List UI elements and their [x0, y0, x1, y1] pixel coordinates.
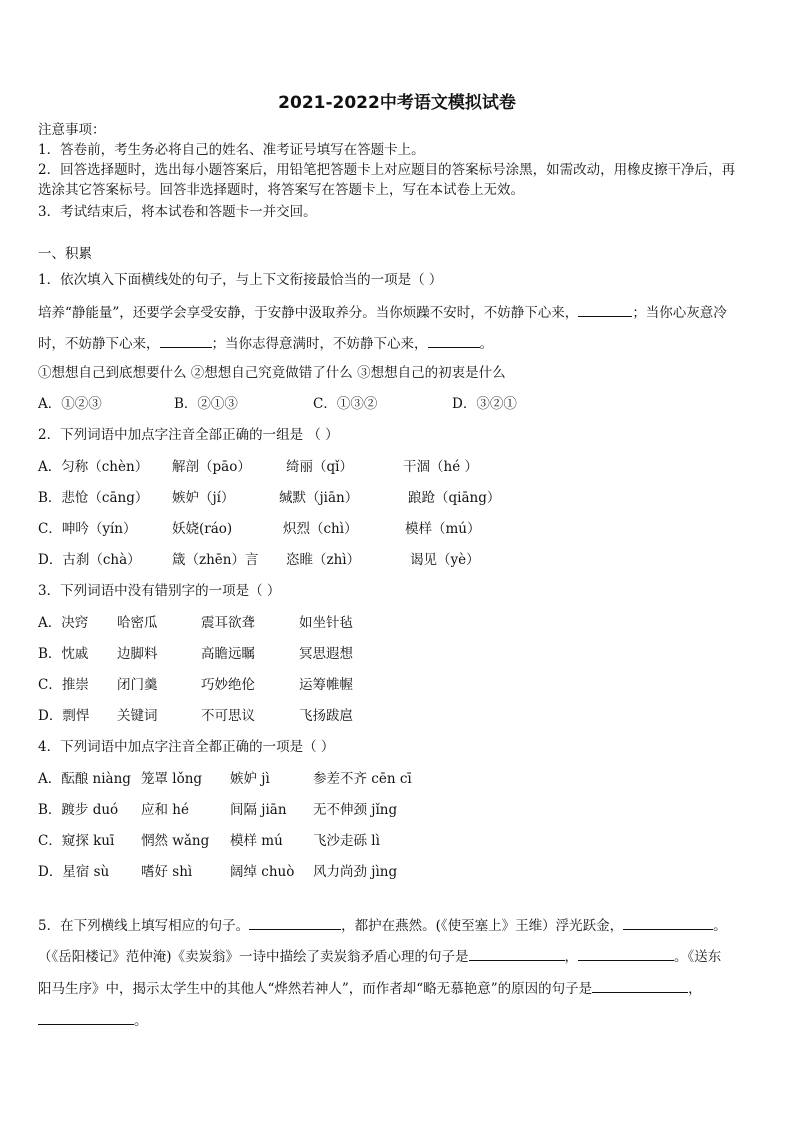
q3-word: 高瞻远瞩	[201, 646, 255, 662]
q3-option-b[interactable]: B．忱戚	[38, 646, 89, 662]
q5-text: ，	[564, 949, 579, 965]
notice-item: 选涂其它答案标号。回答非选择题时，将答案写在答题卡上，写在本试卷上无效。	[38, 182, 524, 198]
q4-word: 风力尚劲 jìng	[313, 864, 398, 880]
q4-word: 嗜好 shì	[141, 864, 193, 880]
q2-word: 绮丽（qǐ）	[286, 459, 353, 475]
q2-word: 解剖（pāo）	[172, 459, 251, 475]
q3-word: 震耳欲聋	[201, 615, 255, 631]
q1-stem: 1．依次填入下面横线处的句子，与上下文衔接最恰当的一项是（ ）	[38, 272, 443, 288]
q4-word: 嫉妒 jì	[230, 771, 270, 787]
notice-heading: 注意事项：	[38, 122, 106, 138]
q1-option-d[interactable]: D．③②①	[452, 396, 517, 412]
answer-blank[interactable]	[469, 946, 565, 961]
q3-word: 巧妙绝伦	[201, 677, 255, 693]
q3-word: 冥思遐想	[299, 646, 353, 662]
q3-word: 闭门羹	[117, 677, 158, 693]
answer-blank[interactable]	[160, 333, 212, 348]
q5-text: （《岳阳楼记》范仲淹)《卖炭翁》一诗中描绘了卖炭翁矛盾心理的句子是	[38, 949, 469, 965]
q1-passage-line	[38, 333, 493, 353]
q5-line	[38, 946, 721, 966]
q2-word: 踉跄（qiāng）	[408, 490, 501, 506]
answer-blank[interactable]	[249, 915, 341, 930]
q4-word: 阔绰 chuò	[230, 864, 295, 880]
q3-word: 关键词	[117, 708, 158, 724]
q2-option-d[interactable]: D．古刹（chà）	[38, 552, 141, 568]
q1-passage-line	[38, 302, 727, 322]
notice-item: 3．考试结束后，将本试卷和答题卡一并交回。	[38, 204, 317, 220]
q3-word: 哈密瓜	[117, 615, 158, 631]
section-heading: 一、积累	[38, 246, 92, 262]
q3-option-a[interactable]: A．决窍	[38, 615, 89, 631]
notice-item: 2．回答选择题时，选出每小题答案后，用铅笔把答题卡上对应题目的答案标号涂黑，如需改动，用橡皮擦干净后，再	[38, 162, 736, 178]
q3-word: 运筹帷幄	[299, 677, 353, 693]
q1-text: ；当你志得意满时，不妨静下心来，	[211, 336, 428, 352]
q4-word: 参差不齐 cēn cī	[313, 771, 412, 787]
q3-word: 如坐针毡	[299, 615, 353, 631]
q4-word: 笼罩 lǒng	[141, 771, 203, 787]
q5-text: 5．在下列横线上填写相应的句子。	[38, 918, 250, 934]
q5-text: 。	[713, 918, 727, 934]
q1-text: 培养“静能量”，还要学会享受安静，于安静中汲取养分。当你烦躁不安时，不妨静下心来，	[38, 305, 579, 321]
q5-text: 阳马生序》中，揭示太学生中的其他人“烨然若神人”，而作者却“略无慕艳意”的原因的句子是	[38, 981, 593, 997]
q4-word: 飞沙走砾 lì	[313, 833, 380, 849]
q2-word: 妖娆(ráo)	[172, 521, 233, 537]
q3-stem: 3．下列词语中没有错别字的一项是（ ）	[38, 583, 281, 599]
answer-blank[interactable]	[623, 915, 713, 930]
answer-blank[interactable]	[592, 978, 688, 993]
q2-stem: 2．下列词语中加点字注音全部正确的一组是 （ ）	[38, 427, 339, 443]
q5-text: ，	[688, 981, 702, 997]
q5-line	[38, 1010, 148, 1030]
q4-word: 模样 mú	[230, 833, 283, 849]
q2-word: 炽烈（chì）	[283, 521, 358, 537]
q2-option-c[interactable]: C．呻吟（yín）	[38, 521, 137, 537]
q1-option-a[interactable]: A．①②③	[38, 396, 102, 412]
q4-word: 间隔 jiān	[230, 802, 287, 818]
q5-text: 。	[134, 1013, 148, 1029]
q4-word: 应和 hé	[141, 802, 189, 818]
q1-option-c[interactable]: C．①③②	[313, 396, 378, 412]
q4-word: 无不伸颈 jǐng	[313, 802, 398, 818]
q4-stem: 4．下列词语中加点字注音全都正确的一项是（ ）	[38, 739, 335, 755]
q2-word: 干涸（hé ）	[403, 459, 478, 475]
answer-blank[interactable]	[38, 1010, 134, 1025]
answer-blank[interactable]	[428, 333, 480, 348]
q3-word: 飞扬跋扈	[299, 708, 353, 724]
q2-word: 谒见（yè）	[410, 552, 480, 568]
q3-word: 不可思议	[201, 708, 255, 724]
notice-item: 1．答卷前，考生务必将自己的姓名、准考证号填写在答题卡上。	[38, 142, 425, 158]
q1-text: ；当你心灰意冷	[632, 305, 727, 321]
q4-word: 惘然 wǎng	[141, 833, 210, 849]
q4-option-d[interactable]: D．星宿 sù	[38, 864, 110, 880]
q2-option-b[interactable]: B．悲怆（cāng）	[38, 490, 149, 506]
q4-option-c[interactable]: C．窥探 kuī	[38, 833, 115, 849]
q2-word: 箴（zhēn）言	[172, 552, 259, 568]
q1-text: 。	[479, 336, 493, 352]
q1-option-b[interactable]: B．②①③	[174, 396, 238, 412]
q2-word: 恣睢（zhì）	[286, 552, 361, 568]
q3-option-d[interactable]: D．剽悍	[38, 708, 90, 724]
q5-text: ，都护在燕然。(《使至塞上》王维）浮光跃金，	[341, 918, 624, 934]
q4-option-b[interactable]: B．踱步 duó	[38, 802, 119, 818]
q4-option-a[interactable]: A．酝酿 niàng	[38, 771, 131, 787]
q3-word: 边脚料	[117, 646, 158, 662]
q2-word: 缄默（jiān）	[279, 490, 359, 506]
q5-line	[38, 915, 727, 935]
q5-line	[38, 978, 702, 998]
page-title: 2021-2022中考语文模拟试卷	[278, 93, 516, 113]
q2-option-a[interactable]: A．匀称（chèn）	[38, 459, 149, 475]
answer-blank[interactable]	[578, 302, 632, 317]
answer-blank[interactable]	[578, 946, 674, 961]
q3-option-c[interactable]: C．推崇	[38, 677, 89, 693]
q1-choices: ①想想自己到底想要什么 ②想想自己究竟做错了什么 ③想想自己的初衷是什么	[38, 365, 506, 381]
q5-text: 。《送东	[674, 949, 722, 965]
q1-text: 时，不妨静下心来，	[38, 336, 160, 352]
q2-word: 嫉妒（jí）	[172, 490, 235, 506]
q2-word: 模样（mú）	[405, 521, 481, 537]
